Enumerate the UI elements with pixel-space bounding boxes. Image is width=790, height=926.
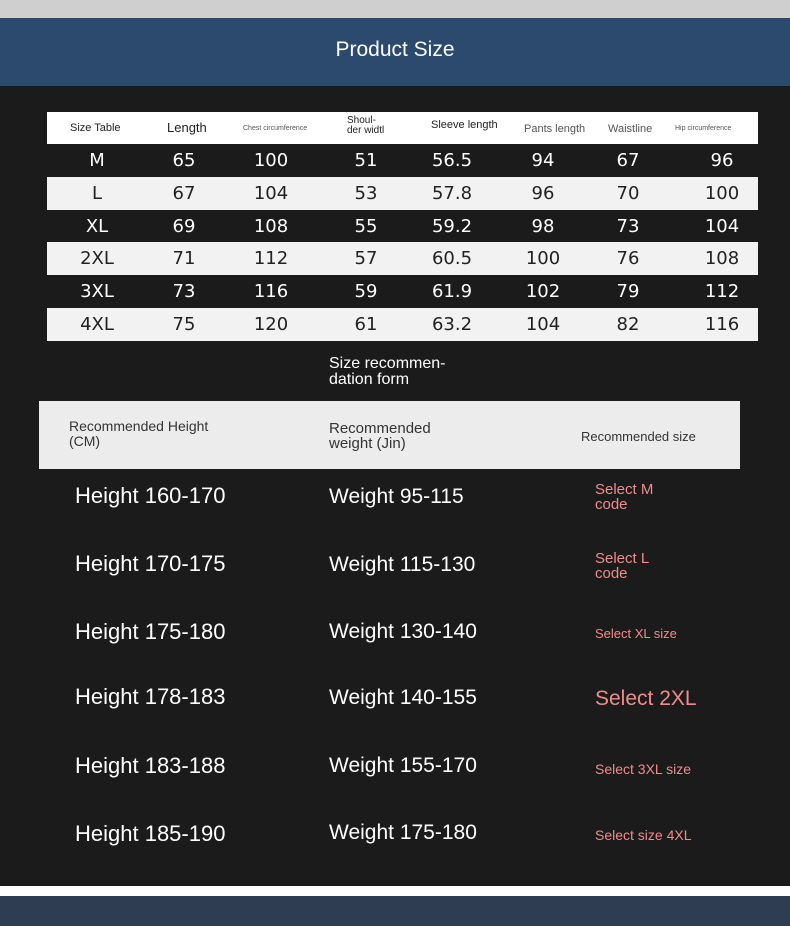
rec-height: Height 183-188 (75, 753, 226, 778)
cell-pants: 102 (525, 281, 561, 303)
cell-waist: 67 (616, 150, 640, 171)
cell-chest: 100 (253, 150, 289, 171)
cell-hip: 116 (704, 313, 740, 335)
rec-size: Select size 4XL (595, 827, 692, 843)
cell-shoulder: 61 (354, 313, 378, 335)
cell-length: 71 (172, 248, 196, 270)
cell-hip: 112 (704, 281, 740, 303)
cell-length: 73 (172, 281, 196, 303)
cell-sleeve: 63.2 (431, 313, 473, 335)
cell-hip: 96 (710, 150, 734, 171)
rec-weight: Weight 155-170 (329, 754, 477, 777)
rec-weight: Weight 95-115 (329, 485, 464, 508)
rec-height: Height 178-183 (75, 684, 226, 709)
cell-size: M (89, 150, 105, 171)
header-hip: Hip circumference (675, 125, 732, 132)
top-strip (0, 0, 790, 18)
cell-shoulder: 55 (354, 215, 378, 237)
cell-waist: 73 (616, 215, 640, 237)
rec-size: Select M code (595, 481, 654, 513)
recommendation-row (0, 820, 790, 880)
cell-waist: 79 (616, 281, 640, 303)
recommendation-row (0, 481, 790, 541)
cell-waist: 76 (616, 248, 640, 270)
header-rec-size: Recommended size (581, 429, 696, 444)
cell-pants: 98 (531, 215, 555, 237)
cell-size: L (91, 182, 103, 204)
size-row-3xl (47, 275, 758, 308)
cell-pants: 100 (525, 248, 561, 270)
cell-length: 65 (172, 150, 196, 171)
cell-hip: 108 (704, 248, 740, 270)
rec-size: Select 3XL size (595, 761, 691, 777)
cell-sleeve: 56.5 (431, 150, 473, 171)
header-waist: Waistline (608, 123, 653, 135)
rec-size: Select XL size (595, 626, 677, 641)
header-size-table: Size Table (70, 122, 121, 134)
size-table-header (47, 112, 758, 144)
size-table (47, 112, 758, 341)
size-row-m (47, 144, 758, 177)
recommendation-row (0, 617, 790, 677)
cell-length: 75 (172, 313, 196, 335)
main-panel (0, 86, 790, 886)
cell-shoulder: 59 (354, 281, 378, 303)
header-sleeve: Sleeve length (431, 119, 498, 131)
header-length: Length (167, 120, 207, 135)
cell-sleeve: 60.5 (431, 248, 473, 270)
rec-height: Height 175-180 (75, 619, 226, 644)
page-title: Product Size (335, 38, 455, 61)
rec-size: Select 2XL (595, 687, 697, 710)
cell-sleeve: 61.9 (431, 281, 473, 303)
recommendation-row (0, 684, 790, 744)
cell-sleeve: 57.8 (431, 182, 473, 204)
rec-weight: Weight 175-180 (329, 821, 477, 844)
size-row-2xl (47, 242, 758, 275)
header-pants: Pants length (524, 123, 586, 135)
cell-size: 4XL (80, 313, 114, 335)
rec-height: Height 160-170 (75, 483, 226, 508)
cell-pants: 96 (531, 182, 555, 204)
cell-pants: 94 (531, 150, 555, 171)
cell-chest: 112 (253, 248, 289, 270)
cell-shoulder: 51 (354, 150, 378, 171)
recommendation-header (39, 401, 740, 469)
bottom-divider (0, 886, 790, 896)
header-chest: Chest circumference (243, 125, 308, 132)
cell-hip: 104 (704, 215, 740, 237)
cell-length: 67 (172, 182, 196, 204)
recommendation-title: Size recommen- dation form (329, 355, 446, 388)
cell-waist: 82 (616, 313, 640, 335)
size-row-xl (47, 210, 758, 243)
cell-sleeve: 59.2 (431, 215, 473, 237)
header-rec-weight: Recommended weight (Jin) (329, 420, 431, 452)
header-shoulder: Shoul- der widtl (347, 115, 385, 136)
rec-size: Select L code (595, 550, 650, 582)
bottom-banner (0, 896, 790, 926)
cell-pants: 104 (525, 313, 561, 335)
size-row-4xl (47, 308, 758, 341)
header-rec-height: Recommended Height (CM) (69, 418, 209, 449)
rec-weight: Weight 140-155 (329, 686, 477, 709)
rec-height: Height 185-190 (75, 821, 226, 846)
cell-chest: 116 (253, 281, 289, 303)
cell-size: 3XL (80, 281, 114, 303)
cell-shoulder: 53 (354, 182, 378, 204)
size-row-l (47, 177, 758, 210)
cell-chest: 104 (253, 182, 289, 204)
cell-chest: 108 (253, 215, 289, 237)
rec-weight: Weight 130-140 (329, 620, 477, 643)
cell-hip: 100 (704, 182, 740, 204)
rec-height: Height 170-175 (75, 551, 226, 576)
header-banner (0, 18, 790, 86)
cell-size: 2XL (80, 248, 114, 270)
cell-chest: 120 (253, 313, 289, 335)
cell-waist: 70 (616, 182, 640, 204)
recommendation-row (0, 549, 790, 609)
cell-shoulder: 57 (354, 248, 378, 270)
recommendation-row (0, 753, 790, 813)
rec-weight: Weight 115-130 (329, 553, 476, 576)
cell-length: 69 (172, 215, 196, 237)
cell-size: XL (85, 215, 109, 237)
